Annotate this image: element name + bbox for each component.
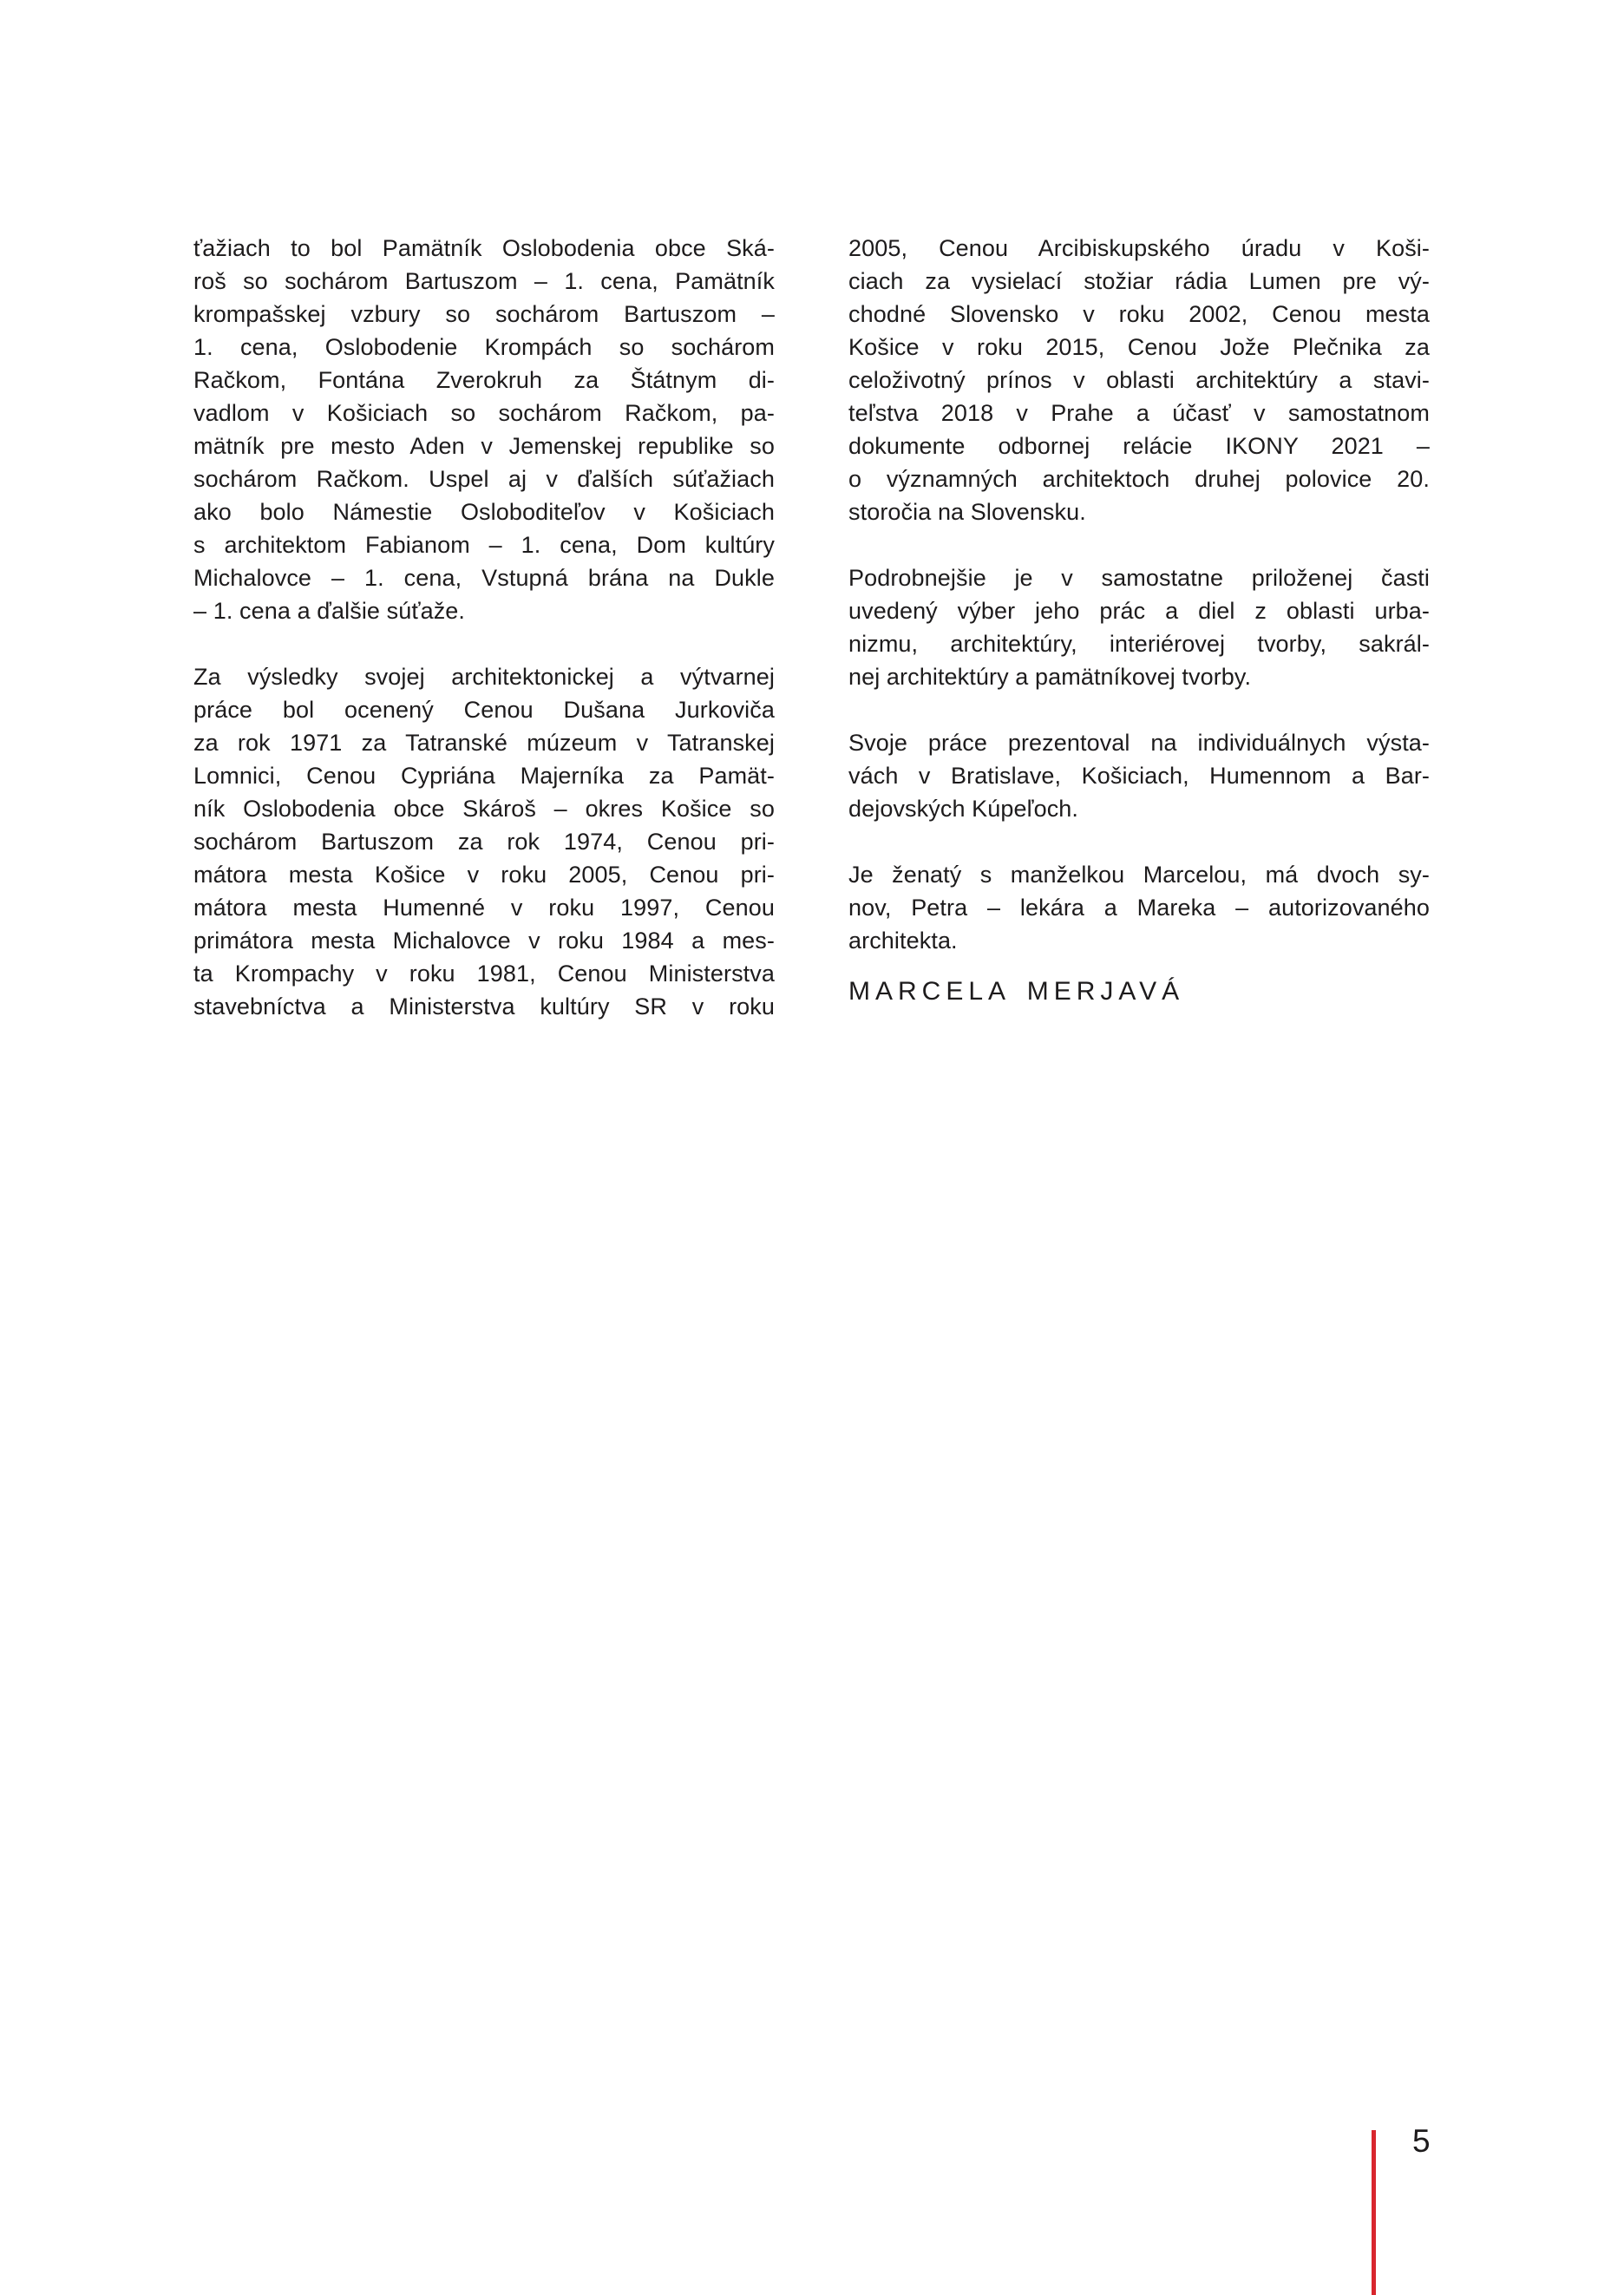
text-line: storočia na Slovensku. — [848, 499, 1086, 525]
text-line: 1. cena, Oslobodenie Krompách so sochárom — [193, 334, 775, 360]
text-line: celoživotný prínos v oblasti architektúry a stavi- — [848, 367, 1430, 393]
text-line: ta Krompachy v roku 1981, Cenou Ministerstva — [193, 961, 775, 987]
text-line: Je ženatý s manželkou Marcelou, má dvoch sy- — [848, 862, 1430, 888]
text-line: dokumente odbornej relácie IKONY 2021 – — [848, 433, 1430, 459]
text-line: o významných architektoch druhej polovice 20. — [848, 466, 1430, 492]
text-line: teľstva 2018 v Prahe a účasť v samostatnom — [848, 400, 1430, 426]
text-line: mátora mesta Košice v roku 2005, Cenou pri- — [193, 862, 775, 888]
text-line: nej architektúry a pamätníkovej tvorby. — [848, 664, 1252, 690]
text-line: s architektom Fabianom – 1. cena, Dom kultúry — [193, 532, 775, 558]
text-line: Lomnici, Cenou Cypriána Majerníka za Pamät- — [193, 763, 775, 789]
text-line: ciach za vysielací stožiar rádia Lumen pre vý- — [848, 268, 1430, 294]
text-line: sochárom Bartuszom za rok 1974, Cenou pri- — [193, 829, 775, 855]
text-line: Michalovce – 1. cena, Vstupná brána na Dukle — [193, 565, 775, 591]
text-line: Za výsledky svojej architektonickej a výtvarnej — [193, 664, 775, 690]
text-line: Podrobnejšie je v samostatne priloženej časti — [848, 565, 1430, 591]
text-line: architekta. — [848, 928, 958, 954]
text-line: primátora mesta Michalovce v roku 1984 a mes- — [193, 928, 775, 954]
text-line: Košice v roku 2015, Cenou Jože Plečnika za — [848, 334, 1430, 360]
text-line: mátora mesta Humenné v roku 1997, Cenou — [193, 895, 775, 921]
text-line: krompašskej vzbury so sochárom Bartuszom – — [193, 301, 775, 327]
red-rule-divider — [1372, 2130, 1376, 2295]
author-byline: MARCELA MERJAVÁ — [848, 977, 1185, 1006]
text-line: za rok 1971 za Tatranské múzeum v Tatranskej — [193, 730, 775, 756]
text-line: ťažiach to bol Pamätník Oslobodenia obce Ská- — [193, 235, 775, 261]
text-line: vadlom v Košiciach so sochárom Račkom, pa- — [193, 400, 775, 426]
page-number: 5 — [1412, 2123, 1431, 2159]
text-line: 2005, Cenou Arcibiskupského úradu v Koši- — [848, 235, 1430, 261]
paragraph — [193, 660, 775, 1023]
text-line: nov, Petra – lekára a Mareka – autorizovaného — [848, 895, 1430, 921]
text-line: ník Oslobodenia obce Skároš – okres Košice so — [193, 796, 775, 822]
text-line: práce bol ocenený Cenou Dušana Jurkoviča — [193, 697, 775, 723]
left-text-column — [193, 232, 775, 1023]
right-text-column — [848, 232, 1430, 1008]
paragraph — [848, 858, 1430, 957]
text-line: nizmu, architektúry, interiérovej tvorby, sakrál- — [848, 631, 1430, 657]
text-line: mätník pre mesto Aden v Jemenskej republike so — [193, 433, 775, 459]
paragraph — [848, 232, 1430, 528]
paragraph — [848, 561, 1430, 693]
text-line: – 1. cena a ďalšie súťaže. — [193, 598, 466, 624]
text-line: stavebníctva a Ministerstva kultúry SR v roku — [193, 993, 775, 1020]
text-line: Račkom, Fontána Zverokruh za Štátnym di- — [193, 367, 775, 393]
text-line: sochárom Račkom. Uspel aj v ďalších súťažiach — [193, 466, 775, 492]
text-line: Svoje práce prezentoval na individuálnych výsta- — [848, 730, 1430, 756]
text-line: roš so sochárom Bartuszom – 1. cena, Pamätník — [193, 268, 775, 294]
text-line: vách v Bratislave, Košiciach, Humennom a Bar- — [848, 763, 1430, 789]
text-line: ako bolo Námestie Osloboditeľov v Košiciach — [193, 499, 775, 525]
paragraph — [193, 232, 775, 627]
text-line: uvedený výber jeho prác a diel z oblasti urba- — [848, 598, 1430, 624]
text-line: chodné Slovensko v roku 2002, Cenou mesta — [848, 301, 1430, 327]
text-line: dejovských Kúpeľoch. — [848, 796, 1079, 822]
paragraph — [848, 726, 1430, 825]
